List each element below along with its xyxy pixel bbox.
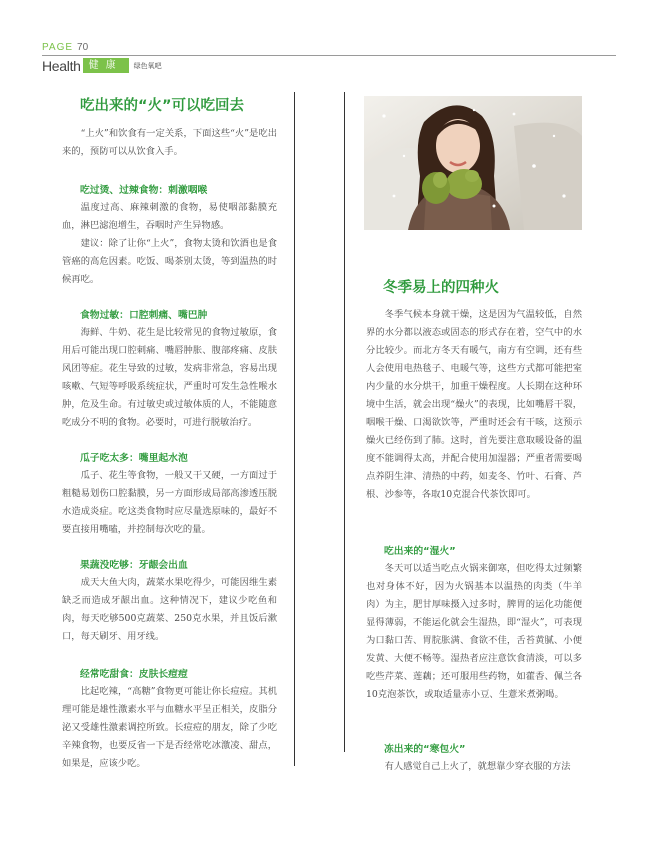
paragraph: 成天大鱼大肉，蔬菜水果吃得少，可能因维生素缺乏而造成牙龈出血。这种情况下，建议少吃鱼和肉，每天吃够500克蔬菜、250克水果，并且饭后漱口，每天刷牙、用牙线。 [62, 577, 277, 642]
brand-latin: Health [42, 57, 81, 74]
paragraph: 冬天可以适当吃点火锅来御寒，但吃得太过频繁也对身体不好，因为火锅基本以温热的肉类（牛羊肉）为主，肥甘厚味摄入过多时，脾胃的运化功能便显得薄弱，不能运化就会生湿热，即“湿火”，可表现为口黏口苦、胃脘胀满、食欲不佳，舌苔黄腻、小便发黄、大便不畅等。湿热者应注意饮食清淡，可以多吃些芹菜、莲藕；还可服用些药物，如藿香、佩兰各10克泡茶饮，或取适量赤小豆、生薏米煮粥喝。 [366, 563, 582, 700]
left-section-heading: 经常吃甜食：皮肤长痘痘 [80, 669, 188, 680]
left-section-body [62, 467, 277, 539]
page-word: PAGE [42, 42, 74, 53]
paragraph: 比起吃辣，“高糖”食物更可能让你长痘痘。其机理可能是雄性激素水平与血糖水平呈正相关，皮脂分泌又受雄性激素调控所致。长痘痘的朋友，除了少吃辛辣食物，也要反省一下是否经常吃冰激凌、甜点，如果是，应该少吃。 [62, 686, 277, 769]
page-number: 70 [77, 42, 89, 53]
left-section-body [62, 324, 277, 432]
left-section-heading: 吃过烫、过辣食物：刺激咽喉 [80, 185, 208, 196]
paragraph: 海鲜、牛奶、花生是比较常见的食物过敏原，食用后可能出现口腔刺痛、嘴唇肿胀、腹部疼痛、皮肤风团等症。花生导致的过敏，发病非常急，容易出现咳嗽、气短等呼吸系统症状，严重时可发生急性喉水肿，危及生命。有过敏史或过敏体质的人，不能随意吃成分不明的食物。必要时，可进行脱敏治疗。 [62, 327, 277, 428]
right-section-heading: 吃出来的“湿火” [384, 546, 456, 557]
right-intro-paragraph: 冬季气候本身就干燥，这是因为气温较低，自然界的水分都以液态或固态的形式存在着，空气中的水分比较少。而北方冬天有暖气，南方有空调，还有些人会使用电热毯子、电暖气等，这些方式都可能把室内少量的水分烘干，加重干燥程度。人长期在这种环境中生活，就会出现“燥火”的表现，比如嘴唇干裂，咽喉干燥、口渴欲饮等，严重时还会有干咳，这预示燥火已经伤到了肺。这时，首先要注意取暖设备的温度不能调得太高，并配合使用加湿器；严重者需要喝点养阴生津、清热的中药，如麦冬、竹叶、石膏、芦根、沙参等，各取10克混合代茶饮即可。 [366, 309, 582, 500]
right-column-rule [344, 92, 345, 752]
left-intro-paragraph: “上火”和饮食有一定关系，下面这些“火”是吃出来的，预防可以从饮食入手。 [62, 128, 277, 157]
right-section-heading: 冻出来的“寒包火” [384, 744, 466, 755]
brand-cn: 健康 [83, 58, 129, 73]
paragraph: 有人感觉自己上火了，就想靠少穿衣服的方法 [384, 761, 571, 772]
left-section-heading: 果蔬没吃够：牙龈会出血 [80, 560, 188, 571]
header-rule [42, 55, 616, 56]
left-section-body [62, 574, 277, 646]
right-intro [366, 306, 582, 504]
left-article-title: 吃出来的“火”可以吃回去 [80, 98, 245, 114]
page-label [42, 42, 88, 53]
right-article-title: 冬季易上的四种火 [383, 280, 499, 296]
paragraph: 温度过高、麻辣刺激的食物，易使咽部黏膜充血，淋巴滤泡增生，吞咽时产生异物感。 [62, 202, 277, 231]
right-section-body [366, 560, 582, 704]
left-section-heading: 食物过敏：口腔刺痛、嘴巴肿 [80, 310, 208, 321]
left-column-rule [294, 92, 295, 766]
brand-bar [42, 58, 162, 73]
woman-in-snow-photo [364, 96, 582, 230]
left-section-heading: 瓜子吃太多：嘴里起水泡 [80, 453, 188, 464]
paragraph: 瓜子、花生等食物，一般又干又硬，一方面过于粗糙易划伤口腔黏膜，另一方面形成局部高渗透压脱水造成炎症。吃这类食物时应尽量选原味的，最好不要直接用嘴嗑，并控制每次吃的量。 [62, 470, 277, 535]
left-intro [62, 125, 277, 161]
photo-illustration [364, 96, 582, 230]
left-section-body [62, 199, 277, 289]
section-name: 绿色氧吧 [133, 61, 162, 70]
left-section-body [62, 683, 277, 773]
right-section-body [366, 758, 582, 776]
paragraph: 建议：除了让你“上火”，食物太烫和饮酒也是食管癌的高危因素。吃饭、喝茶别太烫，等到温热的时候再吃。 [62, 238, 277, 285]
